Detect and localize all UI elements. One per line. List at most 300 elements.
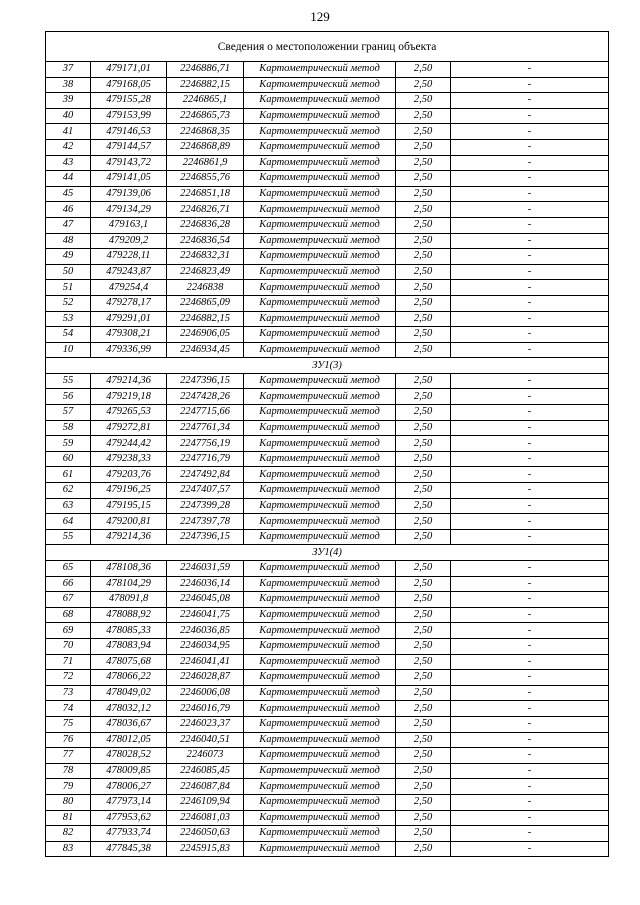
table-row [46,467,609,483]
method-cell: Картометрический метод [244,623,396,639]
point-number-cell: 75 [46,716,91,732]
y-coordinate-cell: 2246034,95 [167,638,244,654]
description-cell: - [451,732,609,748]
x-coordinate-cell: 479272,81 [91,420,167,436]
point-number-cell: 46 [46,202,91,218]
accuracy-cell: 2,50 [396,561,451,577]
accuracy-cell: 2,50 [396,592,451,608]
method-cell: Картометрический метод [244,810,396,826]
method-cell: Картометрический метод [244,779,396,795]
method-cell: Картометрический метод [244,373,396,389]
table-row [46,623,609,639]
method-cell: Картометрический метод [244,841,396,857]
y-coordinate-cell: 2246050,63 [167,826,244,842]
table-row [46,748,609,764]
method-cell: Картометрический метод [244,826,396,842]
accuracy-cell: 2,50 [396,638,451,654]
x-coordinate-cell: 478085,33 [91,623,167,639]
x-coordinate-cell: 479209,2 [91,233,167,249]
point-number-cell: 83 [46,841,91,857]
description-cell: - [451,794,609,810]
accuracy-cell: 2,50 [396,748,451,764]
description-cell: - [451,498,609,514]
table-row [46,701,609,717]
accuracy-cell: 2,50 [396,483,451,499]
table-row [46,638,609,654]
table-row [46,280,609,296]
y-coordinate-cell: 2247756,19 [167,436,244,452]
x-coordinate-cell: 478066,22 [91,670,167,686]
section-header-row [46,358,609,374]
table-row [46,514,609,530]
x-coordinate-cell: 479291,01 [91,311,167,327]
description-cell: - [451,108,609,124]
accuracy-cell: 2,50 [396,826,451,842]
method-cell: Картометрический метод [244,638,396,654]
description-cell: - [451,295,609,311]
method-cell: Картометрический метод [244,576,396,592]
x-coordinate-cell: 479155,28 [91,93,167,109]
y-coordinate-cell: 2246832,31 [167,249,244,265]
table-row [46,327,609,343]
point-number-cell: 51 [46,280,91,296]
y-coordinate-cell: 2246836,54 [167,233,244,249]
x-coordinate-cell: 479243,87 [91,264,167,280]
table-row [46,794,609,810]
point-number-cell: 64 [46,514,91,530]
accuracy-cell: 2,50 [396,763,451,779]
point-number-cell: 10 [46,342,91,358]
method-cell: Картометрический метод [244,794,396,810]
method-cell: Картометрический метод [244,264,396,280]
x-coordinate-cell: 477973,14 [91,794,167,810]
description-cell: - [451,233,609,249]
x-coordinate-cell: 478028,52 [91,748,167,764]
x-coordinate-cell: 477845,38 [91,841,167,857]
y-coordinate-cell: 2246823,49 [167,264,244,280]
point-number-cell: 81 [46,810,91,826]
y-coordinate-cell: 2247492,84 [167,467,244,483]
x-coordinate-cell: 479168,05 [91,77,167,93]
x-coordinate-cell: 478009,85 [91,763,167,779]
accuracy-cell: 2,50 [396,498,451,514]
accuracy-cell: 2,50 [396,233,451,249]
table-row [46,451,609,467]
description-cell: - [451,701,609,717]
x-coordinate-cell: 478012,05 [91,732,167,748]
method-cell: Картометрический метод [244,139,396,155]
description-cell: - [451,670,609,686]
y-coordinate-cell: 2246868,35 [167,124,244,140]
accuracy-cell: 2,50 [396,670,451,686]
description-cell: - [451,841,609,857]
y-coordinate-cell: 2246016,79 [167,701,244,717]
table-row [46,295,609,311]
table-row [46,841,609,857]
description-cell: - [451,451,609,467]
method-cell: Картометрический метод [244,592,396,608]
point-number-cell: 39 [46,93,91,109]
x-coordinate-cell: 479244,42 [91,436,167,452]
table-row [46,233,609,249]
accuracy-cell: 2,50 [396,108,451,124]
description-cell: - [451,576,609,592]
table-row [46,826,609,842]
x-coordinate-cell: 479228,11 [91,249,167,265]
description-cell: - [451,748,609,764]
table-row [46,202,609,218]
x-coordinate-cell: 479214,36 [91,373,167,389]
method-cell: Картометрический метод [244,342,396,358]
accuracy-cell: 2,50 [396,62,451,78]
description-cell: - [451,202,609,218]
method-cell: Картометрический метод [244,93,396,109]
y-coordinate-cell: 2245915,83 [167,841,244,857]
method-cell: Картометрический метод [244,483,396,499]
y-coordinate-cell: 2247397,78 [167,514,244,530]
point-number-cell: 43 [46,155,91,171]
method-cell: Картометрический метод [244,217,396,233]
x-coordinate-cell: 478075,68 [91,654,167,670]
x-coordinate-cell: 479146,53 [91,124,167,140]
method-cell: Картометрический метод [244,748,396,764]
description-cell: - [451,607,609,623]
y-coordinate-cell: 2247716,79 [167,451,244,467]
description-cell: - [451,155,609,171]
method-cell: Картометрический метод [244,685,396,701]
point-number-cell: 53 [46,311,91,327]
point-number-cell: 77 [46,748,91,764]
description-cell: - [451,420,609,436]
method-cell: Картометрический метод [244,171,396,187]
point-number-cell: 71 [46,654,91,670]
y-coordinate-cell: 2247396,15 [167,529,244,545]
y-coordinate-cell: 2246085,45 [167,763,244,779]
boundary-coordinates-table [45,31,609,857]
point-number-cell: 67 [46,592,91,608]
y-coordinate-cell: 2246028,87 [167,670,244,686]
description-cell: - [451,763,609,779]
accuracy-cell: 2,50 [396,249,451,265]
table-row [46,249,609,265]
accuracy-cell: 2,50 [396,139,451,155]
x-coordinate-cell: 479144,57 [91,139,167,155]
point-number-cell: 44 [46,171,91,187]
table-row [46,420,609,436]
method-cell: Картометрический метод [244,716,396,732]
description-cell: - [451,327,609,343]
description-cell: - [451,186,609,202]
y-coordinate-cell: 2247761,34 [167,420,244,436]
point-number-cell: 48 [46,233,91,249]
method-cell: Картометрический метод [244,249,396,265]
accuracy-cell: 2,50 [396,280,451,296]
table-row [46,405,609,421]
description-cell: - [451,654,609,670]
accuracy-cell: 2,50 [396,841,451,857]
accuracy-cell: 2,50 [396,467,451,483]
method-cell: Картометрический метод [244,327,396,343]
y-coordinate-cell: 2246023,37 [167,716,244,732]
method-cell: Картометрический метод [244,732,396,748]
description-cell: - [451,124,609,140]
accuracy-cell: 2,50 [396,607,451,623]
x-coordinate-cell: 478091,8 [91,592,167,608]
point-number-cell: 40 [46,108,91,124]
method-cell: Картометрический метод [244,108,396,124]
accuracy-cell: 2,50 [396,779,451,795]
boundary-table-container [45,31,608,857]
description-cell: - [451,264,609,280]
description-cell: - [451,93,609,109]
method-cell: Картометрический метод [244,654,396,670]
x-coordinate-cell: 479195,15 [91,498,167,514]
description-cell: - [451,373,609,389]
point-number-cell: 78 [46,763,91,779]
y-coordinate-cell: 2247399,28 [167,498,244,514]
method-cell: Картометрический метод [244,186,396,202]
accuracy-cell: 2,50 [396,685,451,701]
point-number-cell: 74 [46,701,91,717]
accuracy-cell: 2,50 [396,716,451,732]
y-coordinate-cell: 2247428,26 [167,389,244,405]
accuracy-cell: 2,50 [396,514,451,530]
accuracy-cell: 2,50 [396,373,451,389]
point-number-cell: 65 [46,561,91,577]
method-cell: Картометрический метод [244,451,396,467]
table-title-row [46,32,609,62]
y-coordinate-cell: 2247407,57 [167,483,244,499]
table-row [46,62,609,78]
accuracy-cell: 2,50 [396,327,451,343]
accuracy-cell: 2,50 [396,77,451,93]
point-number-cell: 72 [46,670,91,686]
description-cell: - [451,514,609,530]
y-coordinate-cell: 2246041,75 [167,607,244,623]
accuracy-cell: 2,50 [396,405,451,421]
description-cell: - [451,77,609,93]
accuracy-cell: 2,50 [396,529,451,545]
x-coordinate-cell: 478108,36 [91,561,167,577]
point-number-cell: 38 [46,77,91,93]
point-number-cell: 41 [46,124,91,140]
y-coordinate-cell: 2246838 [167,280,244,296]
accuracy-cell: 2,50 [396,93,451,109]
y-coordinate-cell: 2246861,9 [167,155,244,171]
y-coordinate-cell: 2246906,05 [167,327,244,343]
x-coordinate-cell: 477953,62 [91,810,167,826]
x-coordinate-cell: 479203,76 [91,467,167,483]
description-cell: - [451,592,609,608]
description-cell: - [451,217,609,233]
point-number-cell: 60 [46,451,91,467]
accuracy-cell: 2,50 [396,451,451,467]
description-cell: - [451,810,609,826]
x-coordinate-cell: 479278,17 [91,295,167,311]
y-coordinate-cell: 2246886,71 [167,62,244,78]
point-number-cell: 82 [46,826,91,842]
accuracy-cell: 2,50 [396,794,451,810]
y-coordinate-cell: 2246882,15 [167,311,244,327]
point-number-cell: 56 [46,389,91,405]
x-coordinate-cell: 479171,01 [91,62,167,78]
table-row [46,436,609,452]
x-coordinate-cell: 479265,53 [91,405,167,421]
table-row [46,77,609,93]
accuracy-cell: 2,50 [396,623,451,639]
method-cell: Картометрический метод [244,202,396,218]
accuracy-cell: 2,50 [396,217,451,233]
table-row [46,576,609,592]
table-row [46,561,609,577]
table-row [46,810,609,826]
section-label: ЗУ1(3) [46,358,609,374]
table-row [46,670,609,686]
x-coordinate-cell: 478104,29 [91,576,167,592]
method-cell: Картометрический метод [244,467,396,483]
description-cell: - [451,716,609,732]
point-number-cell: 37 [46,62,91,78]
table-row [46,389,609,405]
method-cell: Картометрический метод [244,124,396,140]
description-cell: - [451,405,609,421]
point-number-cell: 63 [46,498,91,514]
y-coordinate-cell: 2246087,84 [167,779,244,795]
table-row [46,264,609,280]
y-coordinate-cell: 2246855,76 [167,171,244,187]
method-cell: Картометрический метод [244,280,396,296]
description-cell: - [451,311,609,327]
point-number-cell: 55 [46,529,91,545]
method-cell: Картометрический метод [244,77,396,93]
point-number-cell: 76 [46,732,91,748]
point-number-cell: 42 [46,139,91,155]
method-cell: Картометрический метод [244,155,396,171]
y-coordinate-cell: 2246865,1 [167,93,244,109]
accuracy-cell: 2,50 [396,342,451,358]
y-coordinate-cell: 2246031,59 [167,561,244,577]
description-cell: - [451,467,609,483]
description-cell: - [451,826,609,842]
method-cell: Картометрический метод [244,436,396,452]
method-cell: Картометрический метод [244,420,396,436]
table-row [46,607,609,623]
point-number-cell: 54 [46,327,91,343]
accuracy-cell: 2,50 [396,420,451,436]
description-cell: - [451,779,609,795]
table-row [46,124,609,140]
y-coordinate-cell: 2246865,09 [167,295,244,311]
point-number-cell: 57 [46,405,91,421]
table-row [46,217,609,233]
table-body [46,32,609,857]
description-cell: - [451,280,609,296]
point-number-cell: 68 [46,607,91,623]
table-row [46,155,609,171]
table-row [46,139,609,155]
table-row [46,763,609,779]
description-cell: - [451,171,609,187]
y-coordinate-cell: 2246851,18 [167,186,244,202]
table-row [46,93,609,109]
x-coordinate-cell: 479254,4 [91,280,167,296]
table-row [46,171,609,187]
description-cell: - [451,561,609,577]
y-coordinate-cell: 2247396,15 [167,373,244,389]
table-row [46,108,609,124]
y-coordinate-cell: 2246826,71 [167,202,244,218]
y-coordinate-cell: 2246934,45 [167,342,244,358]
point-number-cell: 66 [46,576,91,592]
table-row [46,732,609,748]
x-coordinate-cell: 479153,99 [91,108,167,124]
method-cell: Картометрический метод [244,498,396,514]
x-coordinate-cell: 479219,18 [91,389,167,405]
table-row [46,311,609,327]
x-coordinate-cell: 478088,92 [91,607,167,623]
table-row [46,529,609,545]
x-coordinate-cell: 479139,06 [91,186,167,202]
table-row [46,342,609,358]
y-coordinate-cell: 2246036,14 [167,576,244,592]
accuracy-cell: 2,50 [396,389,451,405]
accuracy-cell: 2,50 [396,124,451,140]
method-cell: Картометрический метод [244,561,396,577]
method-cell: Картометрический метод [244,62,396,78]
point-number-cell: 61 [46,467,91,483]
point-number-cell: 45 [46,186,91,202]
accuracy-cell: 2,50 [396,155,451,171]
method-cell: Картометрический метод [244,529,396,545]
description-cell: - [451,623,609,639]
method-cell: Картометрический метод [244,295,396,311]
x-coordinate-cell: 478032,12 [91,701,167,717]
table-row [46,373,609,389]
x-coordinate-cell: 479308,21 [91,327,167,343]
accuracy-cell: 2,50 [396,202,451,218]
section-label: ЗУ1(4) [46,545,609,561]
accuracy-cell: 2,50 [396,295,451,311]
y-coordinate-cell: 2246882,15 [167,77,244,93]
x-coordinate-cell: 479200,81 [91,514,167,530]
table-row [46,716,609,732]
y-coordinate-cell: 2246041,41 [167,654,244,670]
y-coordinate-cell: 2246073 [167,748,244,764]
table-row [46,779,609,795]
x-coordinate-cell: 479141,05 [91,171,167,187]
point-number-cell: 47 [46,217,91,233]
accuracy-cell: 2,50 [396,436,451,452]
y-coordinate-cell: 2246109,94 [167,794,244,810]
method-cell: Картометрический метод [244,607,396,623]
accuracy-cell: 2,50 [396,654,451,670]
description-cell: - [451,436,609,452]
point-number-cell: 49 [46,249,91,265]
x-coordinate-cell: 479163,1 [91,217,167,233]
x-coordinate-cell: 479143,72 [91,155,167,171]
method-cell: Картометрический метод [244,405,396,421]
y-coordinate-cell: 2246006,08 [167,685,244,701]
method-cell: Картометрический метод [244,233,396,249]
y-coordinate-cell: 2246081,03 [167,810,244,826]
description-cell: - [451,638,609,654]
y-coordinate-cell: 2246836,28 [167,217,244,233]
accuracy-cell: 2,50 [396,186,451,202]
x-coordinate-cell: 478049,02 [91,685,167,701]
table-row [46,685,609,701]
y-coordinate-cell: 2246865,73 [167,108,244,124]
point-number-cell: 73 [46,685,91,701]
